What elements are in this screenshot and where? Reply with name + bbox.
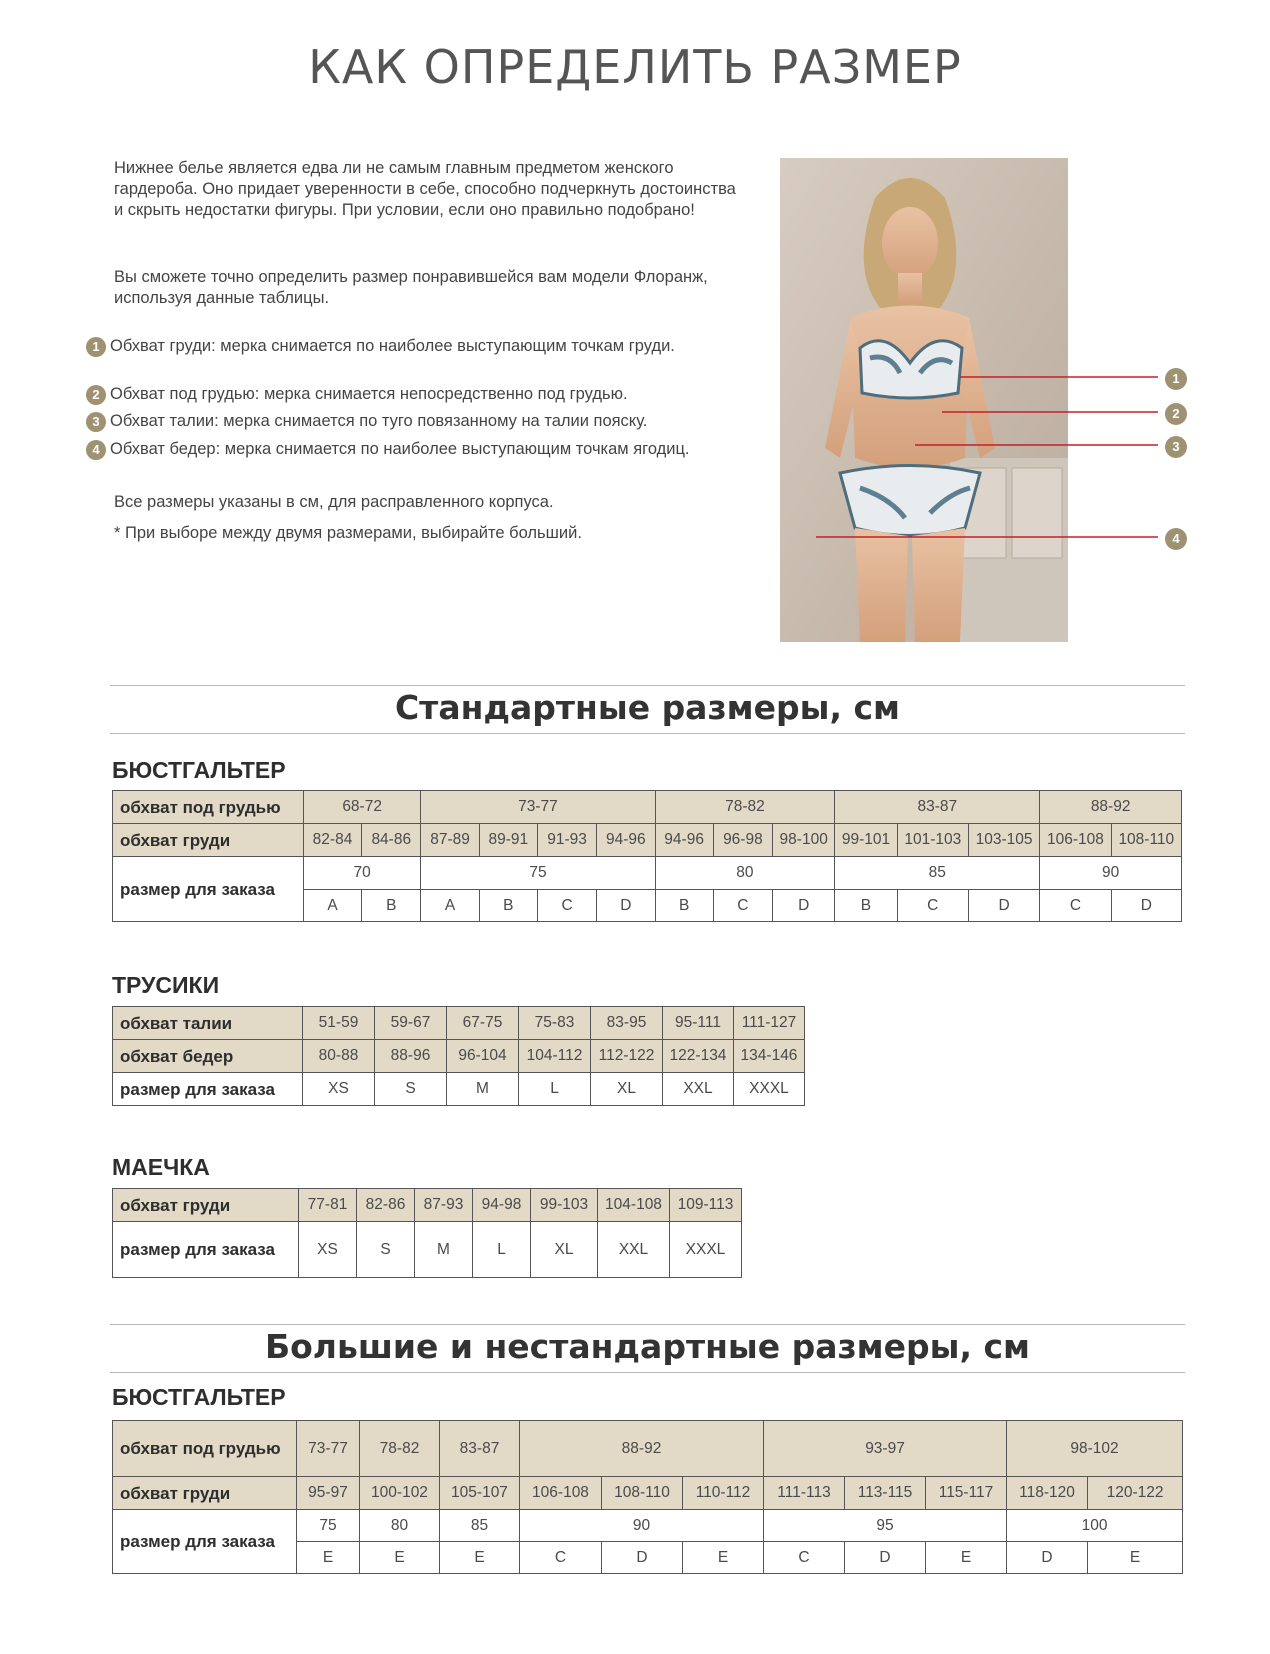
underbust-row — [113, 1421, 1183, 1477]
underbust-cell: 83-87 — [440, 1421, 520, 1477]
underbust-cell: 78-82 — [360, 1421, 440, 1477]
measurement-item-3 — [86, 411, 746, 432]
bust-cell: 89-91 — [479, 824, 537, 857]
size-cell: XXL — [663, 1073, 734, 1106]
measurement-markers — [780, 355, 1190, 555]
page-title: КАК ОПРЕДЕЛИТЬ РАЗМЕР — [308, 40, 962, 94]
bust-cell: 103-105 — [968, 824, 1039, 857]
units-note: Все размеры указаны в см, для расправленного корпуса. — [114, 493, 554, 511]
number-2-icon: 2 — [86, 385, 106, 405]
size-cell: XS — [299, 1222, 357, 1278]
band-cell: 90 — [1040, 857, 1182, 890]
size-cell: XXXL — [734, 1073, 805, 1106]
row-label: обхват груди — [113, 1189, 299, 1222]
row-label: обхват под грудью — [113, 1421, 297, 1477]
waist-cell: 111-127 — [734, 1007, 805, 1040]
cup-cell: C — [520, 1542, 602, 1574]
band-cell: 75 — [421, 857, 655, 890]
bust-cell: 99-103 — [531, 1189, 598, 1222]
size-cell: XL — [531, 1222, 598, 1278]
bust-cell: 109-113 — [670, 1189, 742, 1222]
plus-bra-table — [112, 1420, 1183, 1574]
section-divider-bottom — [110, 733, 1185, 734]
intro-paragraph-1: Нижнее белье является едва ли не самым главным предметом женского гардероба. Оно придает уверенности в себе, способно подчеркнуть достоинства и скрыть недостатки фигуры. При условии, если оно правильно подобрано! — [114, 159, 736, 219]
band-cell: 80 — [360, 1510, 440, 1542]
cup-cell: C — [764, 1542, 845, 1574]
cup-cell: C — [537, 890, 596, 922]
underbust-cell: 68-72 — [303, 791, 421, 824]
cup-cell: E — [926, 1542, 1007, 1574]
hips-row — [113, 1040, 805, 1073]
bust-cell: 94-98 — [473, 1189, 531, 1222]
cup-cell: E — [683, 1542, 764, 1574]
underbust-cell: 73-77 — [297, 1421, 360, 1477]
standard-panties-table — [112, 1006, 805, 1106]
bust-cell: 104-108 — [598, 1189, 670, 1222]
bust-cell: 87-93 — [415, 1189, 473, 1222]
band-cell: 80 — [655, 857, 835, 890]
bust-cell: 110-112 — [683, 1477, 764, 1510]
section-divider-top — [110, 685, 1185, 686]
hips-cell: 80-88 — [303, 1040, 375, 1073]
cup-cell: D — [773, 890, 835, 922]
cup-cell: D — [1007, 1542, 1088, 1574]
cup-cell: B — [479, 890, 537, 922]
size-choice-note: * При выборе между двумя размерами, выбирайте больший. — [114, 524, 582, 542]
marker-1-icon: 1 — [1165, 368, 1187, 390]
cup-cell: B — [835, 890, 897, 922]
bust-row — [113, 1189, 742, 1222]
cup-cell: D — [1111, 890, 1181, 922]
bust-cell: 118-120 — [1007, 1477, 1088, 1510]
marker-4-icon: 4 — [1165, 528, 1187, 550]
size-row — [113, 1222, 742, 1278]
waist-row — [113, 1007, 805, 1040]
measurement-item-2 — [86, 384, 746, 405]
cup-cell: D — [602, 1542, 683, 1574]
waist-cell: 67-75 — [447, 1007, 519, 1040]
band-row — [113, 857, 1182, 890]
section-divider-bottom — [110, 1372, 1185, 1373]
cup-cell: B — [655, 890, 713, 922]
size-cell: L — [473, 1222, 531, 1278]
bra-table-title: БЮСТГАЛЬТЕР — [112, 757, 286, 783]
bust-cell: 100-102 — [360, 1477, 440, 1510]
intro-paragraph-2: Вы сможете точно определить размер понравившейся вам модели Флоранж, используя данные таблицы. — [114, 268, 708, 307]
bust-cell: 108-110 — [1111, 824, 1181, 857]
waist-cell: 59-67 — [375, 1007, 447, 1040]
cup-cell: C — [897, 890, 968, 922]
row-label: размер для заказа — [113, 857, 304, 922]
underbust-cell: 83-87 — [835, 791, 1040, 824]
bust-cell: 87-89 — [421, 824, 479, 857]
bust-cell: 106-108 — [1040, 824, 1111, 857]
bust-row — [113, 1477, 1183, 1510]
band-cell: 75 — [297, 1510, 360, 1542]
plus-sizes-title: Большие и нестандартные размеры, см — [264, 1327, 1031, 1366]
band-cell: 70 — [303, 857, 421, 890]
row-label: обхват груди — [113, 1477, 297, 1510]
size-cell: S — [357, 1222, 415, 1278]
row-label: обхват бедер — [113, 1040, 303, 1073]
cup-cell: D — [597, 890, 655, 922]
marker-3-icon: 3 — [1165, 436, 1187, 458]
panties-table-title: ТРУСИКИ — [112, 972, 220, 998]
measurement-text: Обхват талии: мерка снимается по туго повязанному на талии пояску. — [110, 412, 648, 430]
measurement-text: Обхват бедер: мерка снимается по наиболее выступающим точкам ягодиц. — [110, 440, 690, 458]
measurement-text: Обхват под грудью: мерка снимается непосредственно под грудью. — [110, 385, 628, 403]
waist-cell: 51-59 — [303, 1007, 375, 1040]
hips-cell: 134-146 — [734, 1040, 805, 1073]
waist-cell: 95-111 — [663, 1007, 734, 1040]
bust-cell: 77-81 — [299, 1189, 357, 1222]
cup-cell: E — [297, 1542, 360, 1574]
bust-cell: 111-113 — [764, 1477, 845, 1510]
standard-bra-table — [112, 790, 1182, 922]
band-cell: 100 — [1007, 1510, 1183, 1542]
row-label: размер для заказа — [113, 1222, 299, 1278]
cup-cell: E — [1088, 1542, 1183, 1574]
underbust-cell: 88-92 — [1040, 791, 1182, 824]
plus-bra-table-title: БЮСТГАЛЬТЕР — [112, 1384, 286, 1410]
bust-cell: 106-108 — [520, 1477, 602, 1510]
bust-cell: 120-122 — [1088, 1477, 1183, 1510]
underbust-cell: 88-92 — [520, 1421, 764, 1477]
measurement-text: Обхват груди: мерка снимается по наиболее выступающим точкам груди. — [110, 337, 675, 355]
bust-cell: 82-86 — [357, 1189, 415, 1222]
number-1-icon: 1 — [86, 337, 106, 357]
measurement-item-1 — [86, 336, 746, 357]
bust-cell: 101-103 — [897, 824, 968, 857]
band-cell: 85 — [835, 857, 1040, 890]
hips-cell: 112-122 — [591, 1040, 663, 1073]
hips-cell: 122-134 — [663, 1040, 734, 1073]
measurement-item-4 — [86, 439, 746, 460]
cup-cell: D — [845, 1542, 926, 1574]
size-cell: M — [447, 1073, 519, 1106]
cup-cell: E — [440, 1542, 520, 1574]
cup-cell: C — [1040, 890, 1111, 922]
standard-sizes-title: Стандартные размеры, см — [394, 688, 901, 727]
cup-cell: B — [362, 890, 421, 922]
underbust-row — [113, 791, 1182, 824]
waist-cell: 75-83 — [519, 1007, 591, 1040]
size-cell: XXL — [598, 1222, 670, 1278]
bust-cell: 91-93 — [537, 824, 596, 857]
waist-cell: 83-95 — [591, 1007, 663, 1040]
underbust-cell: 78-82 — [655, 791, 835, 824]
bust-cell: 98-100 — [773, 824, 835, 857]
cup-cell: C — [713, 890, 772, 922]
size-cell: L — [519, 1073, 591, 1106]
bust-cell: 108-110 — [602, 1477, 683, 1510]
bust-cell: 95-97 — [297, 1477, 360, 1510]
band-cell: 85 — [440, 1510, 520, 1542]
size-cell: M — [415, 1222, 473, 1278]
size-row — [113, 1073, 805, 1106]
tank-table-title: МАЕЧКА — [112, 1154, 210, 1180]
row-label: размер для заказа — [113, 1510, 297, 1574]
size-cell: XL — [591, 1073, 663, 1106]
cup-cell: A — [303, 890, 361, 922]
row-label: размер для заказа — [113, 1073, 303, 1106]
bust-cell: 94-96 — [597, 824, 655, 857]
size-cell: XXXL — [670, 1222, 742, 1278]
bust-cell: 113-115 — [845, 1477, 926, 1510]
number-3-icon: 3 — [86, 412, 106, 432]
marker-2-icon: 2 — [1165, 403, 1187, 425]
standard-tank-table — [112, 1188, 742, 1278]
bust-cell: 115-117 — [926, 1477, 1007, 1510]
underbust-cell: 98-102 — [1007, 1421, 1183, 1477]
section-divider-top — [110, 1324, 1185, 1325]
row-label: обхват талии — [113, 1007, 303, 1040]
bust-cell: 84-86 — [362, 824, 421, 857]
row-label: обхват под грудью — [113, 791, 304, 824]
bust-cell: 94-96 — [655, 824, 713, 857]
bust-cell: 99-101 — [835, 824, 897, 857]
band-row — [113, 1510, 1183, 1542]
number-4-icon: 4 — [86, 440, 106, 460]
bust-cell: 96-98 — [713, 824, 772, 857]
size-cell: S — [375, 1073, 447, 1106]
bust-cell: 105-107 — [440, 1477, 520, 1510]
size-cell: XS — [303, 1073, 375, 1106]
underbust-cell: 73-77 — [421, 791, 655, 824]
underbust-cell: 93-97 — [764, 1421, 1007, 1477]
hips-cell: 96-104 — [447, 1040, 519, 1073]
hips-cell: 104-112 — [519, 1040, 591, 1073]
band-cell: 90 — [520, 1510, 764, 1542]
bust-row — [113, 824, 1182, 857]
cup-cell: A — [421, 890, 479, 922]
cup-cell: D — [968, 890, 1039, 922]
cup-cell: E — [360, 1542, 440, 1574]
band-cell: 95 — [764, 1510, 1007, 1542]
row-label: обхват груди — [113, 824, 304, 857]
hips-cell: 88-96 — [375, 1040, 447, 1073]
bust-cell: 82-84 — [303, 824, 361, 857]
